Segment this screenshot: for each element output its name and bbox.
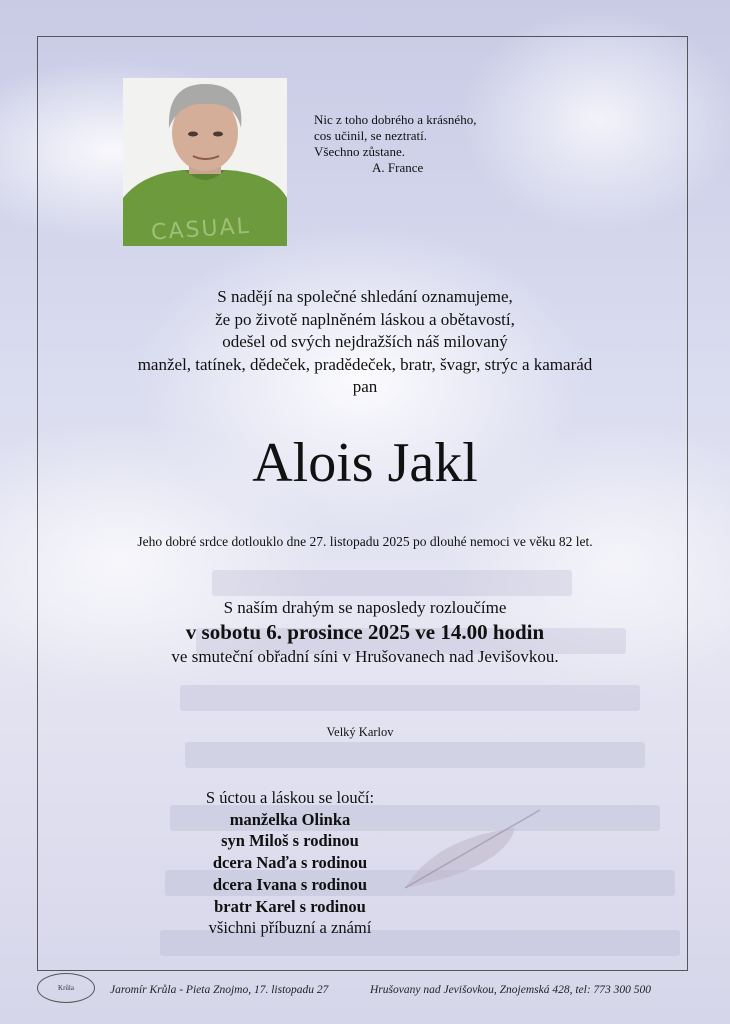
quote-line: Nic z toho dobrého a krásného, (314, 112, 477, 127)
announcement-line: manžel, tatínek, dědeček, pradědeček, bratr, švagr, strýc a kamarád (137, 354, 593, 374)
footer-location: Hrušovany nad Jevišovkou, Znojemská 428, tel: 773 300 500 (370, 984, 652, 996)
quote-author: A. France (372, 160, 424, 175)
mourner-item: bratr Karel s rodinou (214, 896, 366, 916)
quote-block (314, 112, 476, 176)
mourners-heading: S úctou a láskou se loučí: (205, 788, 375, 807)
funeral-date: v sobotu 6. prosince 2025 ve 14.00 hodin (185, 620, 545, 644)
announcement-text (60, 286, 670, 399)
funeral-intro: S naším drahým se naposledy rozloučíme (223, 598, 507, 617)
funeral-info (60, 597, 670, 668)
quote-line: Všechno zůstane. (314, 144, 405, 159)
portrait-illustration (123, 78, 287, 246)
mourner-item: manželka Olinka (229, 809, 351, 829)
mourner-item: syn Miloš s rodinou (221, 831, 359, 851)
announcement-line: že po životě naplněném láskou a obětavostí, (215, 309, 515, 329)
announcement-line: S nadějí na společné shledání oznamujeme, (217, 287, 513, 306)
mourner-item: dcera Naďa s rodinou (212, 853, 368, 873)
company-logo (37, 973, 95, 1003)
announcement-line: pan (352, 377, 378, 396)
mourner-item: dcera Ivana s rodinou (212, 874, 368, 894)
death-note: Jeho dobré srdce dotlouklo dne 27. listopadu 2025 po dlouhé nemoci ve věku 82 let. (137, 534, 593, 549)
portrait-photo (123, 78, 287, 246)
quote-line: cos učinil, se neztratí. (314, 128, 427, 143)
place-name: Velký Karlov (326, 725, 394, 739)
shirt-text: CASUAL (150, 213, 252, 246)
footer (110, 984, 652, 996)
logo-text: Krůla (58, 984, 74, 992)
funeral-venue: ve smuteční obřadní síni v Hrušovanech nad Jevišovkou. (171, 647, 559, 666)
footer-company: Jaromír Krůla - Pieta Znojmo, 17. listopadu 27 (110, 984, 329, 996)
deceased-name: Alois Jakl (252, 432, 478, 494)
mourners-closing: všichni příbuzní a známí (208, 918, 372, 938)
announcement-line: odešel od svých nejdražších náš milovaný (222, 332, 508, 351)
leaf-decoration (395, 808, 545, 898)
